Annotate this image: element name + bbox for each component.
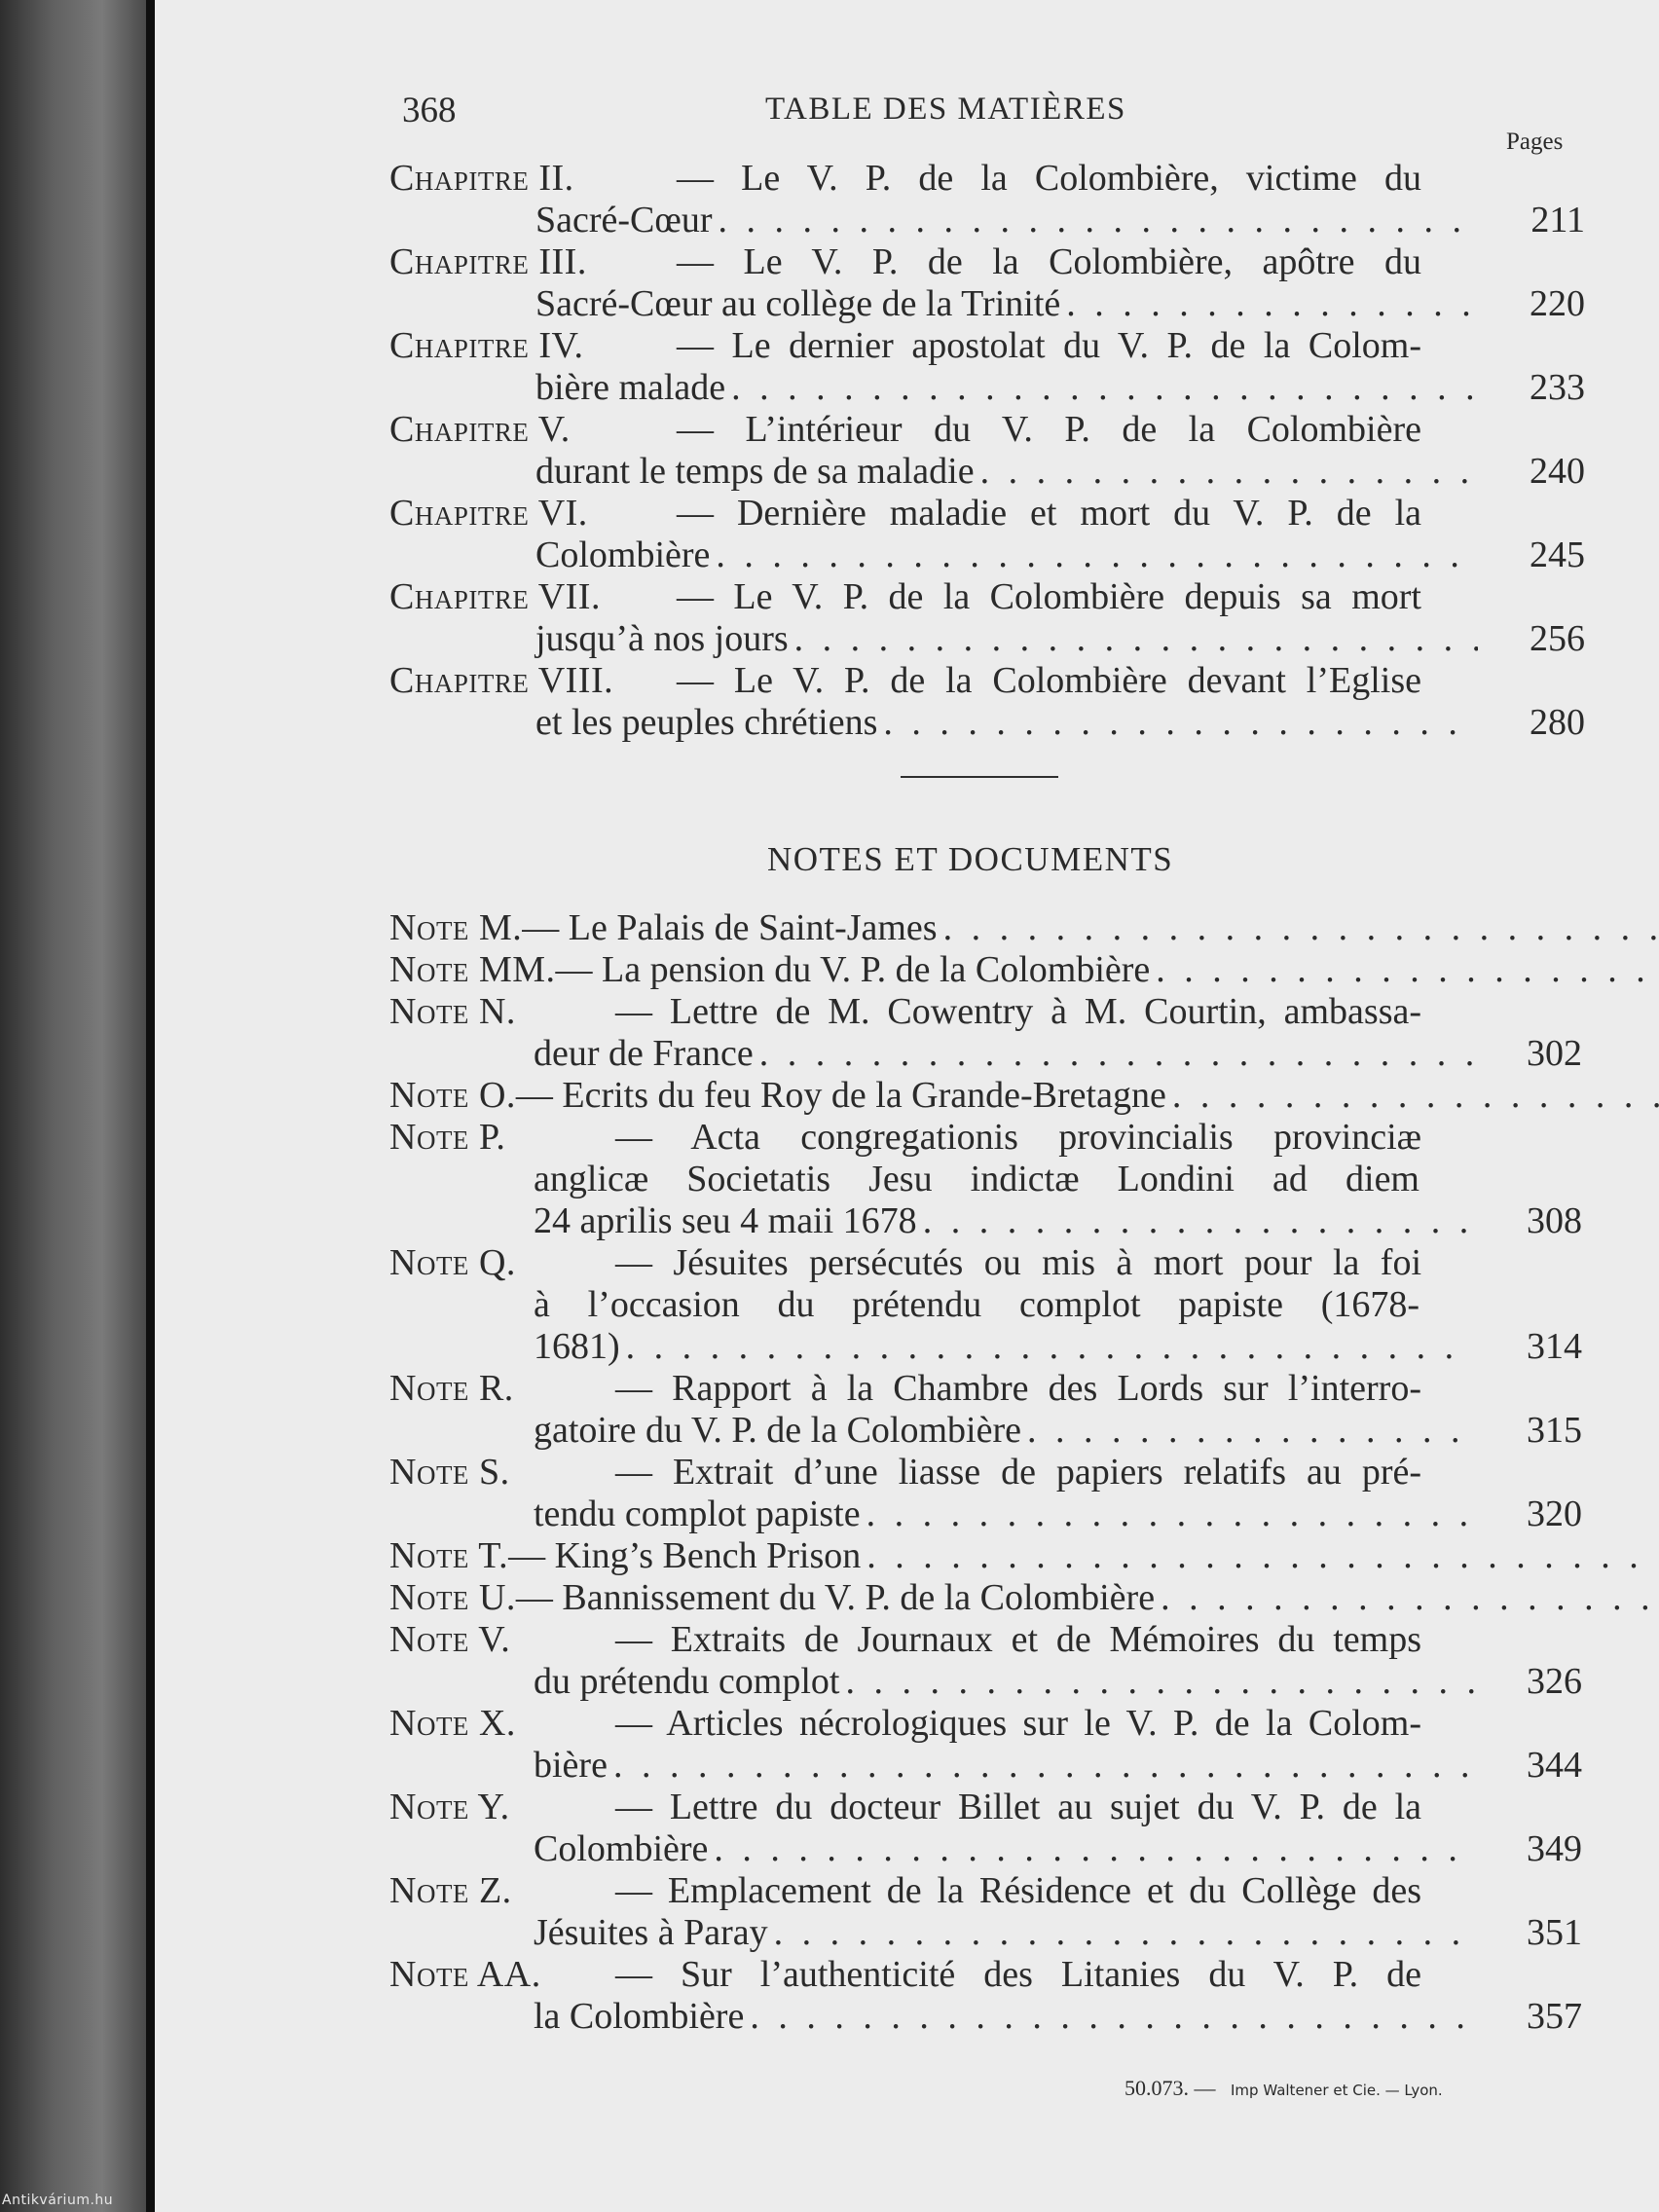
entry-last-line: [535, 367, 1585, 409]
entry-last-line: [535, 451, 1585, 493]
entry-label: Note: [389, 1452, 469, 1493]
entry-number: N.: [478, 991, 516, 1032]
entry-title: — Jésuites persécutés ou mis à mort pour la foi: [615, 1242, 1421, 1283]
entry-page: 326: [1527, 1661, 1582, 1702]
entry-label: Chapitre: [389, 241, 530, 282]
entry-label: Note: [389, 1954, 469, 1995]
entry-page: 344: [1527, 1745, 1582, 1786]
entry-prefix: [389, 1787, 615, 1828]
entry-last-line: [534, 1661, 1582, 1703]
entry-label: Note: [389, 1368, 469, 1409]
entry-prefix: [389, 991, 615, 1033]
chapter-entry: [389, 158, 1585, 241]
entry-number: III.: [538, 241, 587, 282]
chapter-entry: [389, 493, 1585, 576]
entry-page: 357: [1527, 1996, 1582, 2037]
entry-continuation: [389, 1661, 1582, 1703]
entry-continuation: [389, 618, 1585, 660]
entry-last-line: [534, 1326, 1582, 1368]
dot-leader: [1161, 1577, 1659, 1619]
entry-title: — Sur l’authenticité des Litanies du V. P. de: [615, 1954, 1421, 1995]
note-entry: [389, 1368, 1582, 1452]
entry-prefix: [389, 1075, 516, 1117]
entry-continuation: [389, 1912, 1582, 1954]
entry-title-end: bière: [534, 1745, 608, 1786]
entry-number: VIII.: [537, 660, 614, 701]
entry-last-line: [534, 1828, 1582, 1870]
entry-prefix: [389, 1117, 615, 1159]
dot-leader: [626, 1326, 1475, 1368]
entry-number: P.: [478, 1117, 506, 1158]
dot-leader: [714, 1828, 1475, 1870]
entry-title: — Lettre du docteur Billet au sujet du V. P. de la: [615, 1787, 1421, 1827]
entry-page: 314: [1527, 1326, 1582, 1367]
entry-first-line: [389, 1452, 1421, 1493]
section-separator: [901, 776, 1058, 778]
entry-prefix: [389, 1870, 615, 1912]
chapter-entry: [389, 660, 1585, 744]
entry-title-end: Sacré-Cœur: [535, 200, 713, 240]
entry-continuation: [389, 1828, 1582, 1870]
entry-title: — King’s Bench Prison: [508, 1535, 862, 1576]
entry-title: — Le Palais de Saint-James: [522, 907, 938, 948]
entry-number: V.: [478, 1619, 511, 1660]
entry-label: Chapitre: [389, 660, 530, 701]
entry-page: 302: [1527, 1033, 1582, 1074]
entry-title-end: du prétendu complot: [534, 1661, 840, 1702]
entry-first-line: [389, 158, 1421, 200]
entry-page: 280: [1530, 702, 1585, 743]
entry-title-end: 24 aprilis seu 4 maii 1678: [534, 1200, 917, 1241]
entry-last-line: [535, 200, 1585, 241]
entry-number: Z.: [478, 1870, 512, 1911]
entry-first-line: [389, 241, 1421, 283]
entry-number: S.: [478, 1452, 510, 1493]
entry-title-end: tendu complot papiste: [534, 1493, 861, 1534]
printer-footer: [1124, 2076, 1443, 2101]
dot-leader: [866, 1535, 1659, 1577]
entry-page: 256: [1530, 618, 1585, 659]
entry-title: — Emplacement de la Résidence et du Collège des: [615, 1870, 1421, 1911]
entry-last-line: [534, 1200, 1582, 1242]
entry-title-end: et les peuples chrétiens: [535, 702, 878, 743]
entry-title-end: Jésuites à Paray: [534, 1912, 768, 1953]
entry-page: 349: [1527, 1828, 1582, 1869]
entry-continuation: [389, 1745, 1582, 1787]
entry-first-line: [389, 1577, 1421, 1619]
entry-continuation: [389, 283, 1585, 325]
dot-leader: [1172, 1075, 1659, 1117]
entry-label: Note: [389, 1535, 469, 1576]
dot-leader: [1156, 949, 1659, 991]
note-entry: [389, 1535, 1582, 1577]
chapter-entry: [389, 241, 1585, 325]
entry-label: Note: [389, 1703, 469, 1744]
entry-label: Note: [389, 907, 469, 948]
entry-number: MM.: [478, 949, 556, 990]
pages-column-label: Pages: [1506, 129, 1564, 155]
footer-printer: Imp Waltener et Cie. — Lyon.: [1231, 2082, 1443, 2099]
entry-last-line: [534, 1410, 1582, 1452]
entry-continuation: [389, 1159, 1582, 1242]
entry-continuation: [389, 200, 1585, 241]
entry-number: X.: [478, 1703, 516, 1744]
note-entry: [389, 1242, 1582, 1368]
entry-number: Y.: [477, 1787, 510, 1827]
entry-number: IV.: [538, 325, 584, 366]
section-heading: NOTES ET DOCUMENTS: [767, 840, 1174, 878]
entry-prefix: [389, 1242, 615, 1284]
note-entry: [389, 1703, 1582, 1787]
entry-first-line: [389, 1703, 1421, 1745]
entry-first-line: [389, 1117, 1421, 1159]
entry-first-line: [389, 949, 1421, 991]
entry-label: Note: [389, 1577, 469, 1618]
entry-continuation: [389, 1284, 1582, 1368]
dot-leader: [1066, 283, 1478, 325]
entry-prefix: [389, 1535, 508, 1577]
entry-label: Note: [389, 1787, 469, 1827]
entry-title: — Le V. P. de la Colombière, victime du: [677, 158, 1421, 199]
entry-prefix: [389, 1619, 615, 1661]
entry-first-line: [389, 1870, 1421, 1912]
note-entry: [389, 949, 1582, 991]
entry-prefix: [389, 949, 556, 991]
notes-list: [389, 907, 1582, 2038]
dot-leader: [845, 1661, 1475, 1703]
entry-body: [516, 1075, 1659, 1117]
entry-prefix: [389, 493, 677, 535]
entry-continuation: [389, 367, 1585, 409]
entry-first-line: [389, 1619, 1421, 1661]
entry-number: T.: [478, 1535, 509, 1576]
entry-first-line: [389, 1954, 1421, 1996]
entry-title: — Le V. P. de la Colombière devant l’Eglise: [677, 660, 1421, 701]
entry-prefix: [389, 576, 677, 618]
entry-number: II.: [538, 158, 574, 199]
footer-code: 50.073. —: [1124, 2076, 1216, 2100]
entry-title-end: Colombière: [534, 1828, 709, 1869]
entry-page: 245: [1530, 535, 1585, 575]
note-entry: [389, 991, 1582, 1075]
entry-prefix: [389, 1703, 615, 1745]
entry-first-line: [389, 493, 1421, 535]
entry-title: — Lettre de M. Cowentry à M. Courtin, ambassa-: [615, 991, 1421, 1032]
entry-continuation: [389, 535, 1585, 576]
entry-title: — Acta congregationis provincialis provinciæ: [615, 1117, 1421, 1158]
note-entry: [389, 1787, 1582, 1870]
entry-continuation: [389, 1410, 1582, 1452]
entry-first-line: [389, 1787, 1421, 1828]
entry-first-line: [389, 1075, 1421, 1117]
entry-label: Chapitre: [389, 576, 530, 617]
entry-continuation: [389, 451, 1585, 493]
entry-body: [522, 907, 1659, 949]
dot-leader: [980, 451, 1478, 493]
note-entry: [389, 1954, 1582, 2038]
entry-label: Note: [389, 1117, 469, 1158]
scan-background: [0, 0, 146, 2212]
note-entry: [389, 1577, 1582, 1619]
dot-leader: [731, 367, 1478, 409]
dot-leader: [883, 702, 1478, 744]
entry-title-end: Colombière: [535, 535, 711, 575]
entry-body: [516, 1577, 1659, 1619]
entry-prefix: [389, 1452, 615, 1493]
dot-leader: [943, 907, 1659, 949]
entry-page: 240: [1530, 451, 1585, 492]
entry-number: VII.: [537, 576, 601, 617]
dot-leader: [774, 1912, 1475, 1954]
entry-middle-line: [534, 1159, 1419, 1200]
entry-first-line: [389, 1535, 1421, 1577]
entry-first-line: [389, 409, 1421, 451]
entry-title: — Extrait d’une liasse de papiers relatifs au pré-: [615, 1452, 1421, 1493]
entry-label: Note: [389, 1242, 469, 1283]
entry-last-line: [534, 1033, 1582, 1075]
dot-leader: [866, 1493, 1475, 1535]
page-header: [402, 90, 1483, 132]
entry-prefix: [389, 660, 677, 702]
entry-title-end: la Colombière: [534, 1996, 745, 2037]
entry-number: R.: [478, 1368, 514, 1409]
entry-prefix: [389, 158, 677, 200]
entry-label: Chapitre: [389, 325, 530, 366]
entry-page: 211: [1530, 200, 1585, 240]
entry-page: 233: [1530, 367, 1585, 408]
running-title: TABLE DES MATIÈRES: [765, 92, 1126, 127]
entry-page: 220: [1530, 283, 1585, 324]
entry-last-line: [534, 1745, 1582, 1787]
chapter-entry: [389, 325, 1585, 409]
entry-page: 320: [1527, 1493, 1582, 1534]
entry-title-end: 1681): [534, 1326, 620, 1367]
entry-title-end: bière malade: [535, 367, 726, 408]
entry-page: 351: [1527, 1912, 1582, 1953]
page-edge: [146, 0, 155, 2212]
entry-title: — Le V. P. de la Colombière depuis sa mort: [677, 576, 1421, 617]
entry-prefix: [389, 1368, 615, 1410]
note-entry: [389, 1452, 1582, 1535]
dot-leader: [613, 1745, 1475, 1787]
entry-title: — Bannissement du V. P. de la Colombière: [515, 1577, 1156, 1618]
entry-title: — Ecrits du feu Roy de la Grande-Bretagne: [515, 1075, 1166, 1116]
entry-title-end: jusqu’à nos jours: [535, 618, 789, 659]
entry-last-line: [534, 1996, 1582, 2038]
entry-last-line: [535, 283, 1585, 325]
dot-leader: [794, 618, 1478, 660]
entry-first-line: [389, 576, 1421, 618]
entry-prefix: [389, 241, 677, 283]
entry-title: — Le dernier apostolat du V. P. de la Colom-: [677, 325, 1421, 366]
entry-title-end: deur de France: [534, 1033, 754, 1074]
entry-prefix: [389, 1954, 615, 1996]
entry-middle-line: [534, 1284, 1419, 1326]
dot-leader: [923, 1200, 1475, 1242]
entry-label: Note: [389, 991, 469, 1032]
entry-title: — L’intérieur du V. P. de la Colombière: [677, 409, 1421, 450]
entry-first-line: [389, 991, 1421, 1033]
entry-page: 308: [1527, 1200, 1582, 1241]
entry-last-line: [534, 1912, 1582, 1954]
entry-prefix: [389, 1577, 516, 1619]
entry-prefix: [389, 325, 677, 367]
note-entry: [389, 1619, 1582, 1703]
entry-title-end: Sacré-Cœur au collège de la Trinité: [535, 283, 1061, 324]
entry-title-cont: anglicæ Societatis Jesu indictæ Londini ad diem: [534, 1159, 1419, 1199]
entry-number: Q.: [478, 1242, 516, 1283]
entry-continuation: [389, 702, 1585, 744]
entry-title: — Articles nécrologiques sur le V. P. de la Colom-: [615, 1703, 1421, 1744]
dot-leader: [716, 535, 1478, 576]
entry-body: [556, 949, 1659, 991]
entry-number: O.: [478, 1075, 516, 1116]
entry-label: Note: [389, 949, 469, 990]
entry-title-end: gatoire du V. P. de la Colombière: [534, 1410, 1021, 1451]
entry-title: — La pension du V. P. de la Colombière: [555, 949, 1151, 990]
entry-continuation: [389, 1033, 1582, 1075]
entry-number: M.: [478, 907, 523, 948]
entry-last-line: [535, 535, 1585, 576]
dot-leader: [750, 1996, 1475, 2038]
entry-label: Note: [389, 1619, 469, 1660]
entry-title: — Dernière maladie et mort du V. P. de la: [677, 493, 1421, 534]
entry-continuation: [389, 1996, 1582, 2038]
note-entry: [389, 907, 1582, 949]
entry-continuation: [389, 1493, 1582, 1535]
entry-first-line: [389, 907, 1421, 949]
entry-title-end: durant le temps de sa maladie: [535, 451, 975, 492]
entry-first-line: [389, 660, 1421, 702]
entry-label: Note: [389, 1075, 469, 1116]
watermark: Antikvárium.hu: [2, 2193, 114, 2208]
entry-first-line: [389, 1242, 1421, 1284]
entry-prefix: [389, 907, 522, 949]
dot-leader: [718, 200, 1478, 241]
dot-leader: [1027, 1410, 1475, 1452]
entry-page: 315: [1527, 1410, 1582, 1451]
entry-last-line: [535, 702, 1585, 744]
entry-title: — Le V. P. de la Colombière, apôtre du: [677, 241, 1421, 282]
entry-title-cont: à l’occasion du prétendu complot papiste (1678-: [534, 1284, 1419, 1325]
entry-prefix: [389, 409, 677, 451]
entry-last-line: [534, 1493, 1582, 1535]
entry-number: U.: [478, 1577, 516, 1618]
entry-title: — Extraits de Journaux et de Mémoires du temps: [615, 1619, 1421, 1660]
page-number: 368: [402, 91, 457, 130]
entry-label: Chapitre: [389, 493, 530, 534]
entry-label: Chapitre: [389, 158, 530, 199]
chapters-list: [389, 158, 1585, 744]
entry-label: Note: [389, 1870, 469, 1911]
note-entry: [389, 1075, 1582, 1117]
dot-leader: [759, 1033, 1475, 1075]
chapter-entry: [389, 409, 1585, 493]
entry-number: V.: [537, 409, 571, 450]
entry-label: Chapitre: [389, 409, 530, 450]
chapter-entry: [389, 576, 1585, 660]
entry-title: — Rapport à la Chambre des Lords sur l’interro-: [615, 1368, 1421, 1409]
entry-last-line: [535, 618, 1585, 660]
note-entry: [389, 1117, 1582, 1242]
entry-number: AA.: [476, 1954, 541, 1995]
entry-body: [508, 1535, 1659, 1577]
entry-first-line: [389, 325, 1421, 367]
note-entry: [389, 1870, 1582, 1954]
entry-first-line: [389, 1368, 1421, 1410]
entry-number: VI.: [537, 493, 588, 534]
